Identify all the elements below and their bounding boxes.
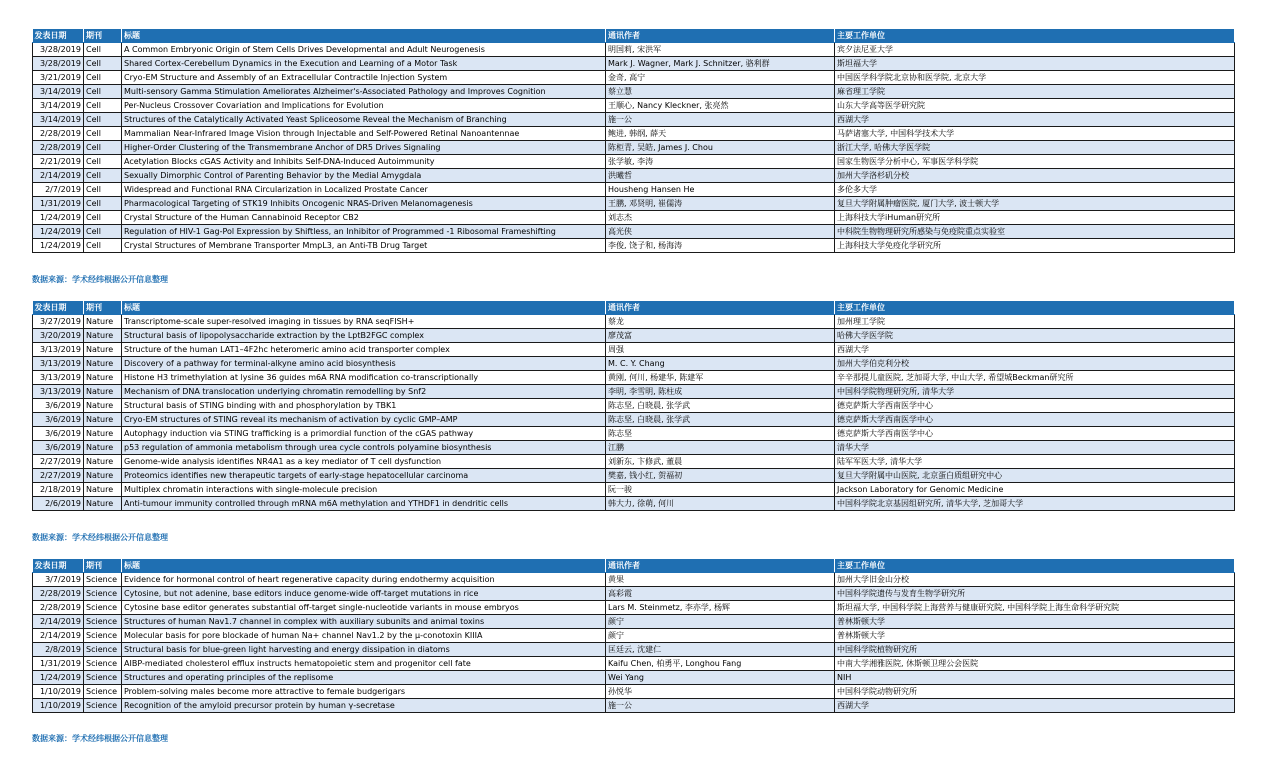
table-row [33, 629, 1235, 643]
table-row [33, 357, 1235, 371]
cell-author: 刘新东, 卞修武, 董晨 [606, 455, 835, 469]
cell-journal: Nature [84, 441, 122, 455]
cell-journal: Cell [84, 197, 122, 211]
cell-affiliation: 国家生物医学分析中心, 军事医学科学院 [835, 155, 1235, 169]
cell-title: Crystal Structures of Membrane Transporter MmpL3, an Anti-TB Drug Target [122, 239, 606, 253]
cell-title: Structural basis of lipopolysaccharide extraction by the LptB2FGC complex [122, 329, 606, 343]
cell-date: 3/28/2019 [33, 57, 84, 71]
cell-affiliation: 加州大学伯克利分校 [835, 357, 1235, 371]
table-row [33, 699, 1235, 713]
cell-date: 3/20/2019 [33, 329, 84, 343]
cell-date: 1/24/2019 [33, 225, 84, 239]
cell-title: Pharmacological Targeting of STK19 Inhibits Oncogenic NRAS-Driven Melanomagenesis [122, 197, 606, 211]
cell-journal: Nature [84, 413, 122, 427]
science-papers-table [32, 559, 1235, 713]
cell-affiliation: 中国科学院动物研究所 [835, 685, 1235, 699]
table-row [33, 183, 1235, 197]
table-header-row [33, 301, 1235, 315]
cell-table-block [32, 29, 1234, 253]
table-row [33, 385, 1235, 399]
cell-title: Structures and operating principles of the replisome [122, 671, 606, 685]
cell-title: Problem-solving males become more attractive to female budgerigars [122, 685, 606, 699]
cell-journal: Cell [84, 71, 122, 85]
cell-date: 2/14/2019 [33, 629, 84, 643]
nature-table-body [33, 315, 1235, 511]
cell-title: Multiplex chromatin interactions with single-molecule precision [122, 483, 606, 497]
cell-author: 蔡龙 [606, 315, 835, 329]
cell-date: 1/31/2019 [33, 197, 84, 211]
cell-title: Per-Nucleus Crossover Covariation and Implications for Evolution [122, 99, 606, 113]
cell-title: Transcriptome-scale super-resolved imaging in tissues by RNA seqFISH+ [122, 315, 606, 329]
cell-date: 2/14/2019 [33, 169, 84, 183]
cell-date: 2/14/2019 [33, 615, 84, 629]
table-row [33, 343, 1235, 357]
cell-date: 2/7/2019 [33, 183, 84, 197]
cell-date: 3/14/2019 [33, 99, 84, 113]
cell-title: Structure of the human LAT1–4F2hc heteromeric amino acid transporter complex [122, 343, 606, 357]
cell-affiliation: 加州大学洛杉矶分校 [835, 169, 1235, 183]
table-row [33, 455, 1235, 469]
cell-table-body [33, 43, 1235, 253]
cell-author: 颜宁 [606, 615, 835, 629]
table-row [33, 469, 1235, 483]
cell-author: 李明, 李雪明, 陈柱成 [606, 385, 835, 399]
cell-author: 高彩霞 [606, 587, 835, 601]
cell-journal: Science [84, 573, 122, 587]
cell-affiliation: 清华大学 [835, 441, 1235, 455]
cell-author: 王鹏, 邓贤明, 崔儒涛 [606, 197, 835, 211]
cell-title: Histone H3 trimethylation at lysine 36 guides m6A RNA modification co-transcriptionally [122, 371, 606, 385]
header-journal: 期刊 [84, 559, 122, 573]
source-note-1: 数据来源：学术经纬根据公开信息整理 [32, 275, 168, 284]
cell-date: 1/24/2019 [33, 211, 84, 225]
cell-title: Cryo-EM Structure and Assembly of an Extracellular Contractile Injection System [122, 71, 606, 85]
science-table-body [33, 573, 1235, 713]
cell-date: 3/7/2019 [33, 573, 84, 587]
cell-author: 颜宁 [606, 629, 835, 643]
cell-title: Structural basis for blue-green light harvesting and energy dissipation in diatoms [122, 643, 606, 657]
cell-author: 周强 [606, 343, 835, 357]
cell-journal: Nature [84, 357, 122, 371]
cell-journal: Science [84, 587, 122, 601]
cell-date: 3/14/2019 [33, 113, 84, 127]
cell-journal: Cell [84, 211, 122, 225]
cell-author: 江鹏 [606, 441, 835, 455]
cell-affiliation: 马萨诸塞大学, 中国科学技术大学 [835, 127, 1235, 141]
cell-date: 3/13/2019 [33, 385, 84, 399]
cell-journal: Cell [84, 127, 122, 141]
cell-journal: Cell [84, 155, 122, 169]
cell-author: Wei Yang [606, 671, 835, 685]
table-row [33, 643, 1235, 657]
cell-date: 3/13/2019 [33, 343, 84, 357]
cell-author: 蔡立慧 [606, 85, 835, 99]
table-row [33, 371, 1235, 385]
cell-date: 1/10/2019 [33, 685, 84, 699]
cell-author: 陈志坚 [606, 427, 835, 441]
cell-journal: Science [84, 615, 122, 629]
cell-journal: Cell [84, 225, 122, 239]
cell-title: Discovery of a pathway for terminal-alkyne amino acid biosynthesis [122, 357, 606, 371]
cell-journal: Science [84, 657, 122, 671]
table-row [33, 85, 1235, 99]
cell-affiliation: 中国科学院物理研究所, 清华大学 [835, 385, 1235, 399]
cell-journal: Science [84, 629, 122, 643]
cell-title: Molecular basis for pore blockade of human Na+ channel Nav1.2 by the μ-conotoxin KIIIA [122, 629, 606, 643]
table-row [33, 127, 1235, 141]
cell-journal: Cell [84, 43, 122, 57]
cell-journal: Science [84, 671, 122, 685]
nature-papers-table [32, 301, 1235, 511]
cell-author: 张学敏, 李涛 [606, 155, 835, 169]
nature-table-block [32, 301, 1234, 511]
header-date: 发表日期 [33, 559, 84, 573]
cell-author: 刘志杰 [606, 211, 835, 225]
cell-author: 鲍进, 韩纲, 薛天 [606, 127, 835, 141]
cell-title: AIBP-mediated cholesterol efflux instructs hematopoietic stem and progenitor cell fate [122, 657, 606, 671]
cell-author: 廖茂富 [606, 329, 835, 343]
table-row [33, 587, 1235, 601]
cell-author: M. C. Y. Chang [606, 357, 835, 371]
cell-journal: Nature [84, 329, 122, 343]
cell-date: 2/6/2019 [33, 497, 84, 511]
cell-affiliation: 多伦多大学 [835, 183, 1235, 197]
cell-title: Structures of the Catalytically Activated Yeast Spliceosome Reveal the Mechanism of Branching [122, 113, 606, 127]
cell-author: 韩大力, 徐萌, 何川 [606, 497, 835, 511]
cell-journal: Cell [84, 57, 122, 71]
table-row [33, 671, 1235, 685]
table-row [33, 329, 1235, 343]
cell-affiliation: 山东大学高等医学研究院 [835, 99, 1235, 113]
cell-journal: Nature [84, 315, 122, 329]
cell-author: 陈志坚, 白晓晨, 张学武 [606, 399, 835, 413]
cell-journal: Nature [84, 455, 122, 469]
cell-date: 3/21/2019 [33, 71, 84, 85]
header-journal: 期刊 [84, 29, 122, 43]
cell-journal: Nature [84, 427, 122, 441]
header-date: 发表日期 [33, 29, 84, 43]
cell-affiliation: 加州大学旧金山分校 [835, 573, 1235, 587]
cell-title: Autophagy induction via STING trafficking is a primordial function of the cGAS pathway [122, 427, 606, 441]
cell-affiliation: 中国科学院北京基因组研究所, 清华大学, 芝加哥大学 [835, 497, 1235, 511]
cell-affiliation: 中国医学科学院北京协和医学院, 北京大学 [835, 71, 1235, 85]
table-row [33, 441, 1235, 455]
cell-journal: Nature [84, 469, 122, 483]
table-row [33, 615, 1235, 629]
cell-title: Multi-sensory Gamma Stimulation Ameliorates Alzheimer's-Associated Pathology and Improves Cognition [122, 85, 606, 99]
cell-date: 2/28/2019 [33, 141, 84, 155]
cell-date: 3/13/2019 [33, 371, 84, 385]
cell-title: p53 regulation of ammonia metabolism through urea cycle controls polyamine biosynthesis [122, 441, 606, 455]
science-table-block [32, 559, 1234, 713]
source-note-3: 数据来源：学术经纬根据公开信息整理 [32, 734, 168, 743]
cell-affiliation: 中国科学院植物研究所 [835, 643, 1235, 657]
cell-affiliation: 上海科技大学iHuman研究所 [835, 211, 1235, 225]
cell-journal: Science [84, 643, 122, 657]
cell-title: Genome-wide analysis identifies NR4A1 as a key mediator of T cell dysfunction [122, 455, 606, 469]
cell-journal: Nature [84, 371, 122, 385]
cell-date: 2/18/2019 [33, 483, 84, 497]
cell-affiliation: 西湖大学 [835, 343, 1235, 357]
table-row [33, 43, 1235, 57]
cell-affiliation: 辛辛那提儿童医院, 芝加哥大学, 中山大学, 希望城Beckman研究所 [835, 371, 1235, 385]
table-row [33, 71, 1235, 85]
table-row [33, 497, 1235, 511]
cell-affiliation: 斯坦福大学, 中国科学院上海营养与健康研究院, 中国科学院上海生命科学研究院 [835, 601, 1235, 615]
cell-journal: Nature [84, 483, 122, 497]
table-header-row [33, 559, 1235, 573]
cell-author: Lars M. Steinmetz, 李亦学, 杨辉 [606, 601, 835, 615]
cell-title: Regulation of HIV-1 Gag-Pol Expression by Shiftless, an Inhibitor of Programmed -1 Ribosomal Frameshifting [122, 225, 606, 239]
table-row [33, 99, 1235, 113]
cell-journal: Cell [84, 85, 122, 99]
cell-affiliation: 哈佛大学医学院 [835, 329, 1235, 343]
cell-affiliation: 德克萨斯大学西南医学中心 [835, 427, 1235, 441]
header-title: 标题 [122, 29, 606, 43]
cell-author: Housheng Hansen He [606, 183, 835, 197]
cell-affiliation: 浙江大学, 哈佛大学医学院 [835, 141, 1235, 155]
cell-affiliation: 陆军军医大学, 清华大学 [835, 455, 1235, 469]
table-row [33, 399, 1235, 413]
cell-journal: Nature [84, 399, 122, 413]
cell-affiliation: 麻省理工学院 [835, 85, 1235, 99]
table-row [33, 413, 1235, 427]
table-row [33, 657, 1235, 671]
cell-affiliation: 加州理工学院 [835, 315, 1235, 329]
cell-author: 孙悦华 [606, 685, 835, 699]
table-row [33, 427, 1235, 441]
header-title: 标题 [122, 559, 606, 573]
cell-journal: Cell [84, 183, 122, 197]
cell-date: 3/6/2019 [33, 413, 84, 427]
cell-affiliation: 中南大学湘雅医院, 休斯顿卫理公会医院 [835, 657, 1235, 671]
cell-affiliation: 上海科技大学免疫化学研究所 [835, 239, 1235, 253]
table-row [33, 113, 1235, 127]
header-author: 通讯作者 [606, 559, 835, 573]
cell-title: Acetylation Blocks cGAS Activity and Inhibits Self-DNA-Induced Autoimmunity [122, 155, 606, 169]
cell-affiliation: 西湖大学 [835, 113, 1235, 127]
cell-title: Proteomics identifies new therapeutic targets of early-stage hepatocellular carcinoma [122, 469, 606, 483]
cell-date: 2/21/2019 [33, 155, 84, 169]
cell-author: 金奇, 高宁 [606, 71, 835, 85]
table-row [33, 169, 1235, 183]
header-date: 发表日期 [33, 301, 84, 315]
cell-author: 陈志坚, 白晓晨, 张学武 [606, 413, 835, 427]
cell-title: Mammalian Near-Infrared Image Vision through Injectable and Self-Powered Retinal Nanoantennae [122, 127, 606, 141]
cell-date: 2/28/2019 [33, 587, 84, 601]
cell-author: 施一公 [606, 113, 835, 127]
cell-journal: Science [84, 685, 122, 699]
header-title: 标题 [122, 301, 606, 315]
cell-affiliation: 斯坦福大学 [835, 57, 1235, 71]
cell-journal: Nature [84, 385, 122, 399]
cell-affiliation: 普林斯顿大学 [835, 615, 1235, 629]
cell-title: Structural basis of STING binding with and phosphorylation by TBK1 [122, 399, 606, 413]
cell-author: 阮一骏 [606, 483, 835, 497]
cell-date: 2/28/2019 [33, 601, 84, 615]
header-author: 通讯作者 [606, 29, 835, 43]
cell-journal: Nature [84, 497, 122, 511]
table-row [33, 239, 1235, 253]
cell-title: Evidence for hormonal control of heart regenerative capacity during endothermy acquisition [122, 573, 606, 587]
cell-title: Sexually Dimorphic Control of Parenting Behavior by the Medial Amygdala [122, 169, 606, 183]
cell-affiliation: 西湖大学 [835, 699, 1235, 713]
cell-author: 洪曦哲 [606, 169, 835, 183]
cell-affiliation: Jackson Laboratory for Genomic Medicine [835, 483, 1235, 497]
cell-author: 陈柜青, 吴皓, James J. Chou [606, 141, 835, 155]
table-row [33, 197, 1235, 211]
table-row [33, 483, 1235, 497]
table-row [33, 315, 1235, 329]
header-journal: 期刊 [84, 301, 122, 315]
cell-date: 3/14/2019 [33, 85, 84, 99]
table-row [33, 573, 1235, 587]
cell-date: 3/28/2019 [33, 43, 84, 57]
cell-date: 2/8/2019 [33, 643, 84, 657]
header-author: 通讯作者 [606, 301, 835, 315]
cell-journal: Cell [84, 169, 122, 183]
cell-affiliation: 复旦大学附属肿瘤医院, 厦门大学, 波士顿大学 [835, 197, 1235, 211]
cell-affiliation: 复旦大学附属中山医院, 北京蛋白质组研究中心 [835, 469, 1235, 483]
table-row [33, 57, 1235, 71]
cell-affiliation: 德克萨斯大学西南医学中心 [835, 399, 1235, 413]
cell-date: 1/24/2019 [33, 671, 84, 685]
cell-title: A Common Embryonic Origin of Stem Cells Drives Developmental and Adult Neurogenesis [122, 43, 606, 57]
cell-title: Cytosine base editor generates substantial off-target single-nucleotide variants in mouse embryos [122, 601, 606, 615]
cell-date: 3/6/2019 [33, 441, 84, 455]
cell-affiliation: NIH [835, 671, 1235, 685]
cell-author: 施一公 [606, 699, 835, 713]
cell-title: Cryo-EM structures of STING reveal its mechanism of activation by cyclic GMP–AMP [122, 413, 606, 427]
cell-date: 2/27/2019 [33, 455, 84, 469]
cell-author: Kaifu Chen, 柏勇平, Longhou Fang [606, 657, 835, 671]
cell-title: Cytosine, but not adenine, base editors induce genome-wide off-target mutations in rice [122, 587, 606, 601]
cell-date: 1/24/2019 [33, 239, 84, 253]
cell-author: 王顺心, Nancy Kleckner, 张亮然 [606, 99, 835, 113]
cell-title: Crystal Structure of the Human Cannabinoid Receptor CB2 [122, 211, 606, 225]
cell-title: Widespread and Functional RNA Circularization in Localized Prostate Cancer [122, 183, 606, 197]
cell-journal: Cell [84, 113, 122, 127]
cell-author: 李俊, 饶子和, 杨海涛 [606, 239, 835, 253]
cell-journal: Nature [84, 343, 122, 357]
table-header-row [33, 29, 1235, 43]
cell-title: Recognition of the amyloid precursor protein by human γ-secretase [122, 699, 606, 713]
cell-date: 2/28/2019 [33, 127, 84, 141]
cell-author: 匡廷云, 沈建仁 [606, 643, 835, 657]
cell-journal: Science [84, 601, 122, 615]
table-row [33, 685, 1235, 699]
cell-affiliation: 宾夕法尼亚大学 [835, 43, 1235, 57]
cell-author: 樊嘉, 钱小红, 贺福初 [606, 469, 835, 483]
cell-affiliation: 中科院生物物理研究所感染与免疫院重点实验室 [835, 225, 1235, 239]
cell-title: Structures of human Nav1.7 channel in complex with auxiliary subunits and animal toxins [122, 615, 606, 629]
cell-date: 3/13/2019 [33, 357, 84, 371]
header-affiliation: 主要工作单位 [835, 29, 1235, 43]
cell-journal: Cell [84, 141, 122, 155]
cell-journal: Science [84, 699, 122, 713]
cell-author: 黄刚, 何川, 杨建华, 陈建军 [606, 371, 835, 385]
header-affiliation: 主要工作单位 [835, 301, 1235, 315]
cell-date: 2/27/2019 [33, 469, 84, 483]
cell-journal: Cell [84, 239, 122, 253]
table-row [33, 601, 1235, 615]
cell-title: Mechanism of DNA translocation underlying chromatin remodelling by Snf2 [122, 385, 606, 399]
cell-title: Shared Cortex-Cerebellum Dynamics in the Execution and Learning of a Motor Task [122, 57, 606, 71]
cell-date: 3/27/2019 [33, 315, 84, 329]
cell-journal: Cell [84, 99, 122, 113]
cell-papers-table [32, 29, 1235, 253]
table-row [33, 225, 1235, 239]
table-row [33, 211, 1235, 225]
cell-date: 3/6/2019 [33, 399, 84, 413]
cell-affiliation: 普林斯顿大学 [835, 629, 1235, 643]
cell-author: 高光侠 [606, 225, 835, 239]
cell-title: Higher-Order Clustering of the Transmembrane Anchor of DR5 Drives Signaling [122, 141, 606, 155]
cell-author: Mark J. Wagner, Mark J. Schnitzer, 骆利群 [606, 57, 835, 71]
source-note-2: 数据来源：学术经纬根据公开信息整理 [32, 533, 168, 542]
cell-author: 黄果 [606, 573, 835, 587]
cell-author: 明国莉, 宋洪军 [606, 43, 835, 57]
header-affiliation: 主要工作单位 [835, 559, 1235, 573]
cell-date: 1/31/2019 [33, 657, 84, 671]
cell-date: 3/6/2019 [33, 427, 84, 441]
cell-title: Anti-tumour immunity controlled through mRNA m6A methylation and YTHDF1 in dendritic cells [122, 497, 606, 511]
cell-date: 1/10/2019 [33, 699, 84, 713]
table-row [33, 141, 1235, 155]
table-row [33, 155, 1235, 169]
cell-affiliation: 中国科学院遗传与发育生物学研究所 [835, 587, 1235, 601]
cell-affiliation: 德克萨斯大学西南医学中心 [835, 413, 1235, 427]
